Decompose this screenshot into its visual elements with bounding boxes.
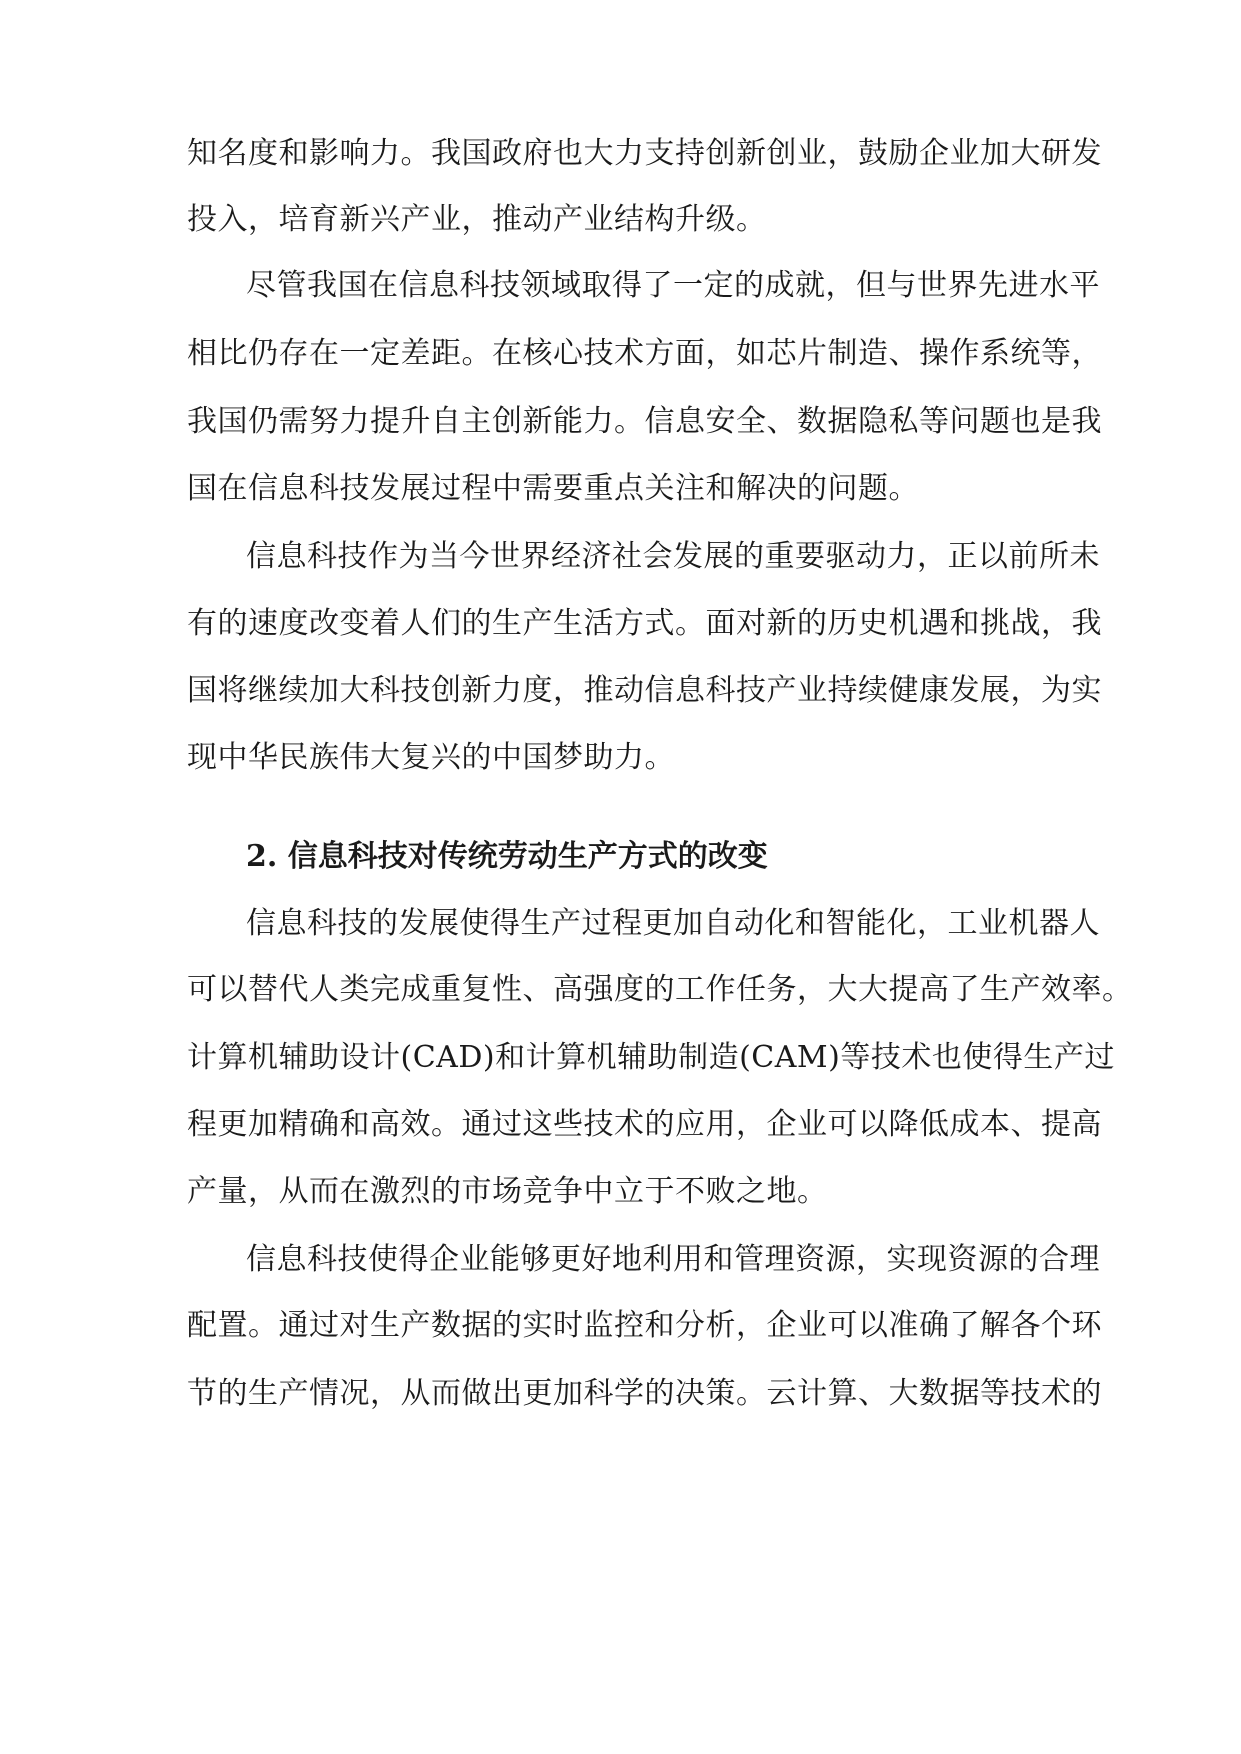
paragraph-line: 国将继续加大科技创新力度，推动信息科技产业持续健康发展，为实 — [187, 673, 1102, 708]
paragraph-line: 国在信息科技发展过程中需要重点关注和解决的问题。 — [187, 471, 919, 506]
paragraph-line: 现中华民族伟大复兴的中国梦助力。 — [187, 740, 675, 775]
paragraph-line: 信息科技作为当今世界经济社会发展的重要驱动力，正以前所未 — [246, 539, 1100, 574]
paragraph-line: 我国仍需努力提升自主创新能力。信息安全、数据隐私等问题也是我 — [187, 404, 1102, 439]
paragraph-line: 信息科技的发展使得生产过程更加自动化和智能化，工业机器人 — [246, 906, 1100, 941]
paragraph-line: 投入，培育新兴产业，推动产业结构升级。 — [187, 202, 767, 237]
paragraph-line: 节的生产情况，从而做出更加科学的决策。云计算、大数据等技术的 — [187, 1376, 1102, 1411]
paragraph-line: 可以替代人类完成重复性、高强度的工作任务，大大提高了生产效率。 — [187, 972, 1133, 1007]
paragraph-line: 有的速度改变着人们的生产生活方式。面对新的历史机遇和挑战，我 — [187, 606, 1102, 641]
paragraph-line: 尽管我国在信息科技领域取得了一定的成就，但与世界先进水平 — [246, 268, 1100, 303]
paragraph-line: 程更加精确和高效。通过这些技术的应用，企业可以降低成本、提高 — [187, 1107, 1102, 1142]
paragraph-line: 计算机辅助设计(CAD)和计算机辅助制造(CAM)等技术也使得生产过 — [187, 1040, 1115, 1075]
section-heading: 2. 信息科技对传统劳动生产方式的改变 — [246, 839, 768, 874]
paragraph-line: 知名度和影响力。我国政府也大力支持创新创业，鼓励企业加大研发 — [187, 136, 1102, 171]
paragraph-line: 相比仍存在一定差距。在核心技术方面，如芯片制造、操作系统等， — [187, 336, 1102, 371]
paragraph-line: 信息科技使得企业能够更好地利用和管理资源，实现资源的合理 — [246, 1242, 1100, 1277]
paragraph-line: 配置。通过对生产数据的实时监控和分析，企业可以准确了解各个环 — [187, 1308, 1102, 1343]
paragraph-line: 产量，从而在激烈的市场竞争中立于不败之地。 — [187, 1174, 828, 1209]
